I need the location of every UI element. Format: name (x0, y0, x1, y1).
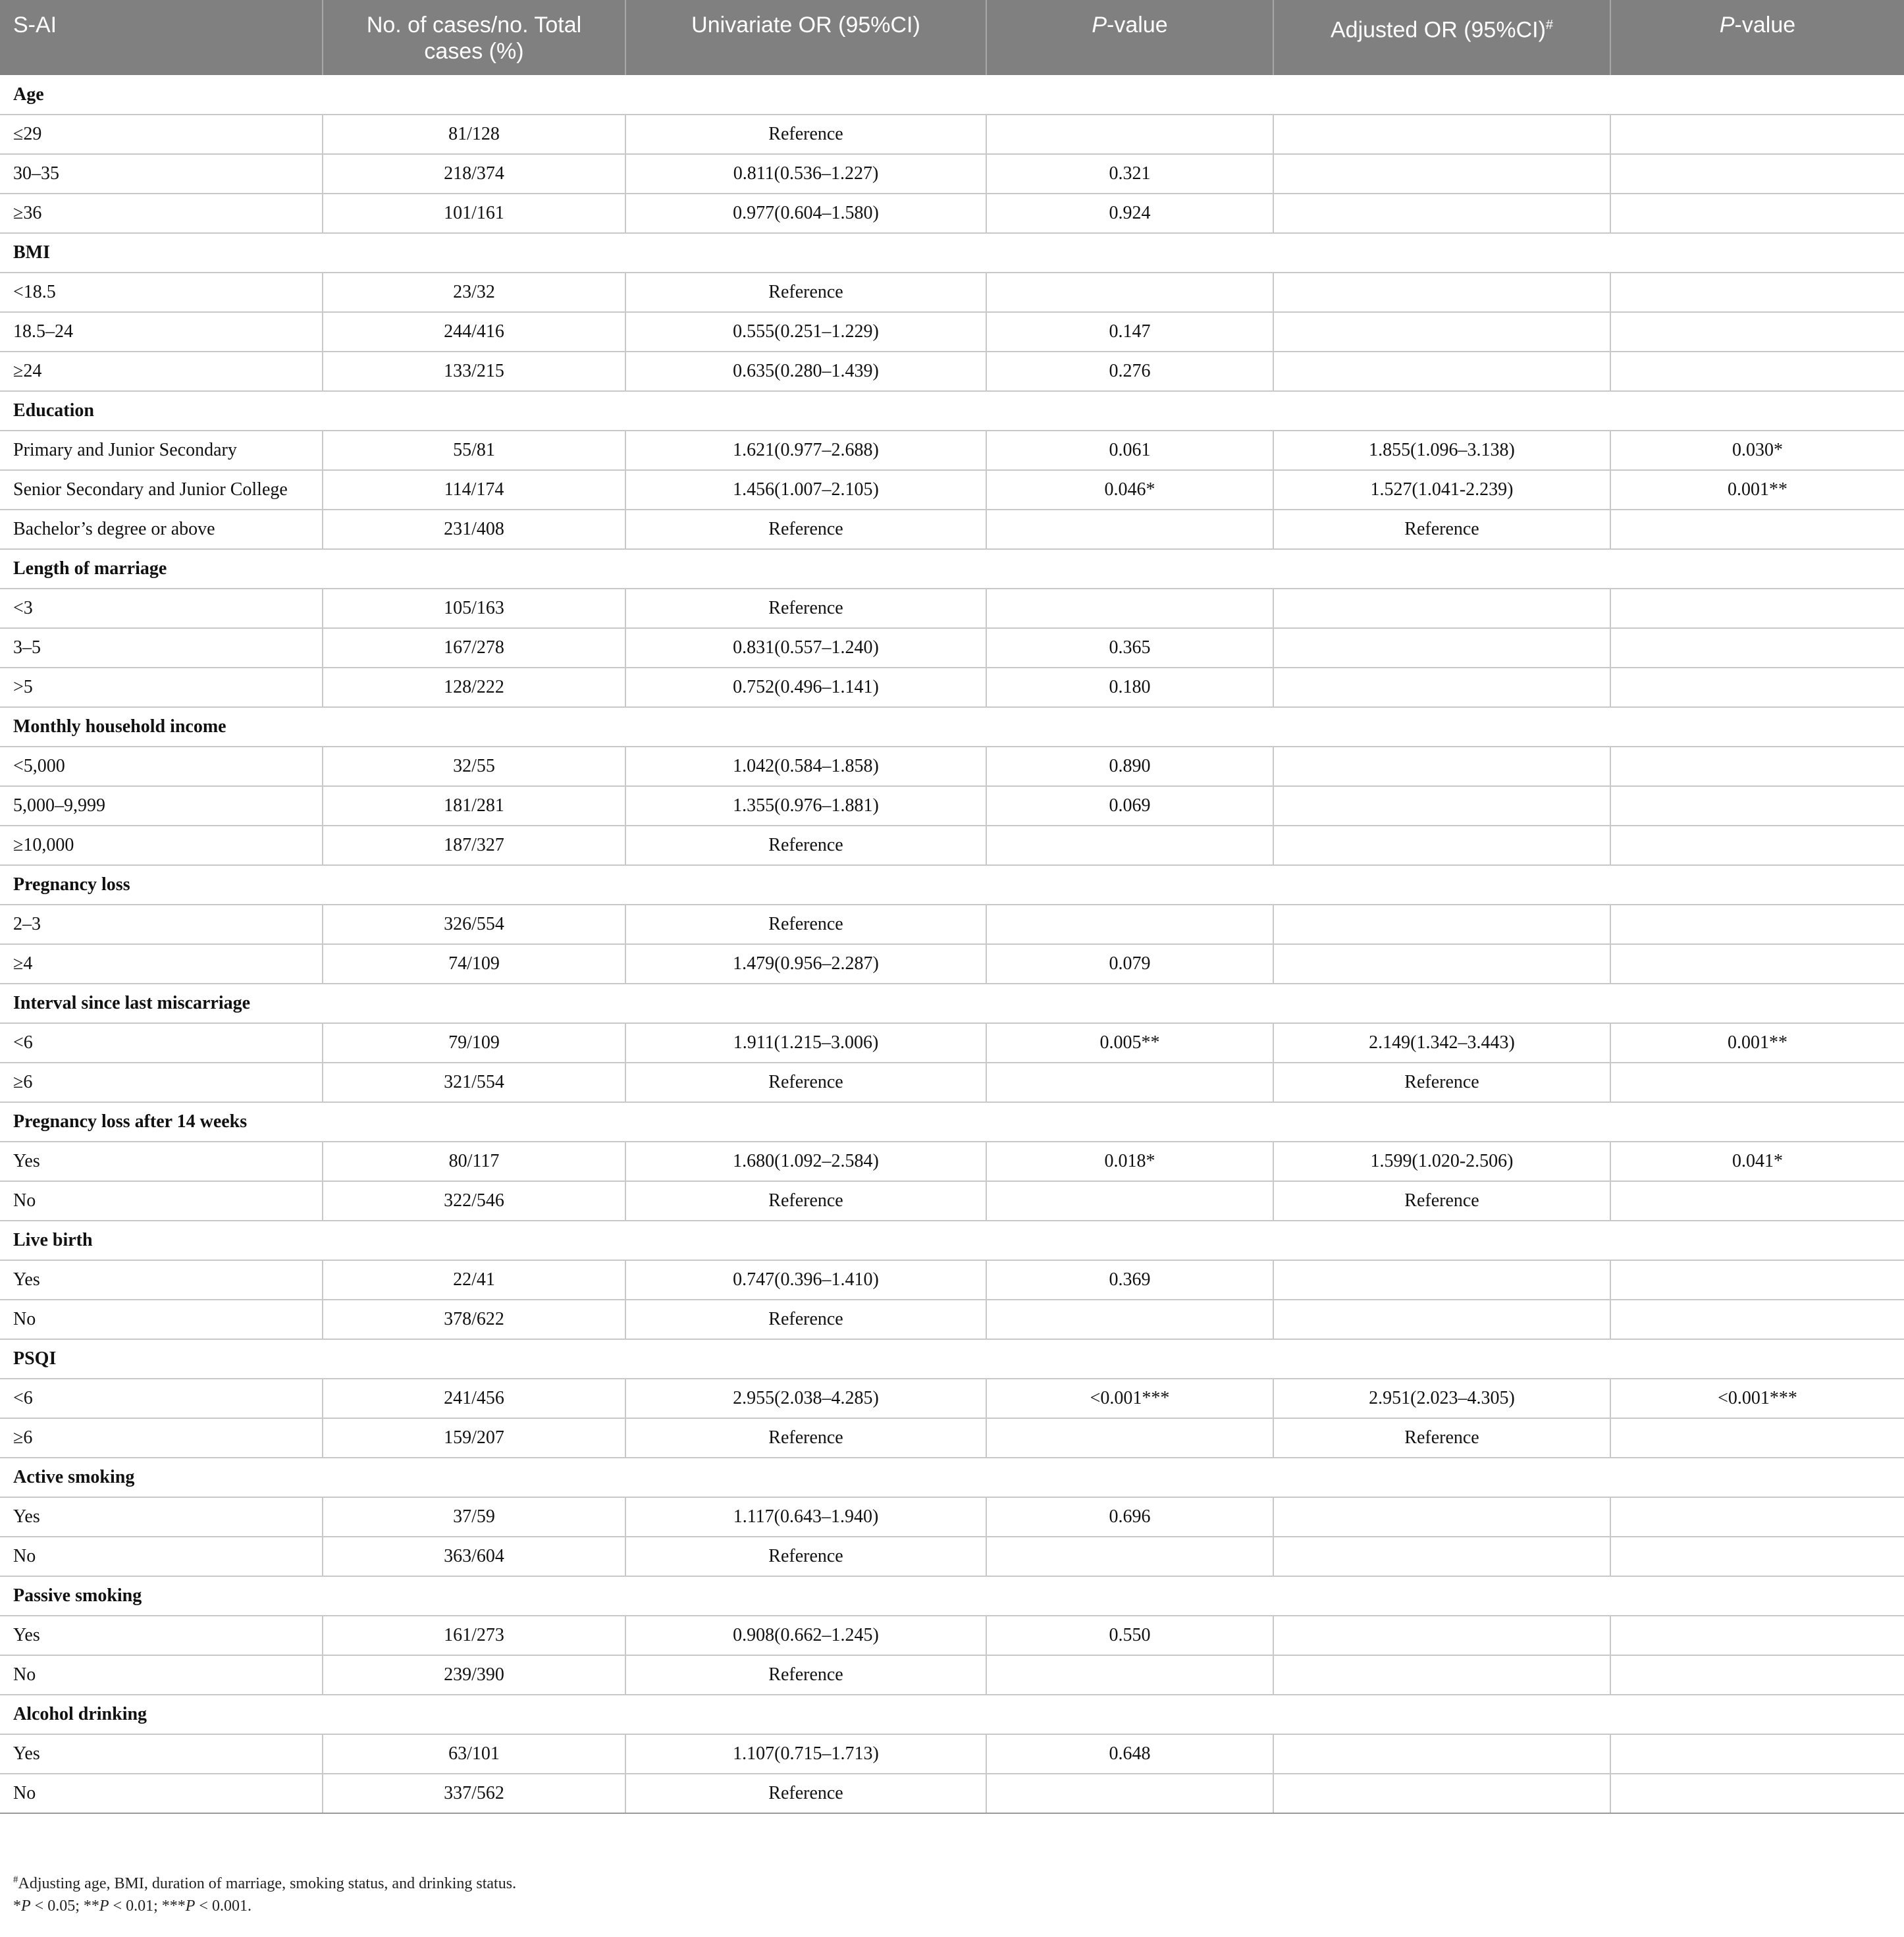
row-label: 5,000–9,999 (0, 786, 323, 826)
cases-cell: 55/81 (323, 431, 625, 470)
table-row (0, 1379, 1904, 1418)
header-univariate-p (986, 0, 1273, 75)
section-row (0, 1102, 1904, 1142)
cases-cell: 32/55 (323, 747, 625, 786)
section-title: Monthly household income (0, 707, 1904, 747)
cases-cell: 378/622 (323, 1300, 625, 1339)
univariate-or-cell: 1.107(0.715–1.713) (625, 1734, 986, 1774)
univariate-or-cell: 1.117(0.643–1.940) (625, 1497, 986, 1537)
univariate-p-cell (986, 273, 1273, 312)
cases-cell: 81/128 (323, 115, 625, 154)
adjusted-p-cell (1610, 1063, 1904, 1102)
adjusted-p-cell (1610, 826, 1904, 865)
univariate-or-cell: Reference (625, 905, 986, 944)
univariate-or-cell: 0.811(0.536–1.227) (625, 154, 986, 194)
cases-cell: 159/207 (323, 1418, 625, 1458)
adjusted-p-cell (1610, 589, 1904, 628)
row-label: No (0, 1774, 323, 1813)
adjusted-p-cell: 0.030* (1610, 431, 1904, 470)
header-adjusted-p-italic: P (1719, 13, 1735, 38)
section-title: Active smoking (0, 1458, 1904, 1497)
univariate-or-cell: Reference (625, 115, 986, 154)
table-row (0, 352, 1904, 391)
table-row (0, 154, 1904, 194)
section-row (0, 233, 1904, 273)
adjusted-or-cell (1273, 154, 1610, 194)
section-row (0, 707, 1904, 747)
adjusted-or-cell (1273, 944, 1610, 984)
adjusted-p-cell (1610, 1616, 1904, 1655)
cases-cell: 181/281 (323, 786, 625, 826)
header-s-ai-label: S-AI (13, 13, 57, 38)
footnote-sig-part: P (185, 1897, 196, 1915)
adjusted-p-cell (1610, 905, 1904, 944)
footnote-sig-part: < 0.05; ** (30, 1897, 99, 1915)
adjusted-or-cell (1273, 628, 1610, 668)
adjusted-p-cell (1610, 1774, 1904, 1813)
table-row (0, 194, 1904, 233)
table-row (0, 431, 1904, 470)
row-label: Yes (0, 1497, 323, 1537)
section-title: Live birth (0, 1221, 1904, 1260)
univariate-or-cell: 0.752(0.496–1.141) (625, 668, 986, 707)
table-row (0, 1418, 1904, 1458)
row-label: No (0, 1181, 323, 1221)
footnote-sig-part: < 0.001. (195, 1897, 251, 1915)
row-label: ≥6 (0, 1418, 323, 1458)
adjusted-p-cell (1610, 312, 1904, 352)
cases-cell: 244/416 (323, 312, 625, 352)
univariate-p-cell (986, 510, 1273, 549)
adjusted-p-cell: 0.041* (1610, 1142, 1904, 1181)
section-title: Pregnancy loss after 14 weeks (0, 1102, 1904, 1142)
univariate-p-cell (986, 826, 1273, 865)
footnote-sig-part: P (99, 1897, 109, 1915)
table-row (0, 1774, 1904, 1813)
section-row (0, 1458, 1904, 1497)
adjusted-or-cell (1273, 826, 1610, 865)
univariate-or-cell: 0.635(0.280–1.439) (625, 352, 986, 391)
row-label: 2–3 (0, 905, 323, 944)
univariate-or-cell: 1.456(1.007–2.105) (625, 470, 986, 510)
adjusted-p-cell (1610, 786, 1904, 826)
table-header-row (0, 0, 1904, 75)
section-row (0, 1221, 1904, 1260)
univariate-p-cell: 0.079 (986, 944, 1273, 984)
row-label: ≥24 (0, 352, 323, 391)
row-label: >5 (0, 668, 323, 707)
cases-cell: 322/546 (323, 1181, 625, 1221)
cases-cell: 337/562 (323, 1774, 625, 1813)
row-label: No (0, 1300, 323, 1339)
row-label: 30–35 (0, 154, 323, 194)
cases-cell: 241/456 (323, 1379, 625, 1418)
univariate-or-cell: Reference (625, 510, 986, 549)
univariate-p-cell (986, 589, 1273, 628)
adjusted-p-cell (1610, 1181, 1904, 1221)
univariate-p-cell (986, 1418, 1273, 1458)
section-title: PSQI (0, 1339, 1904, 1379)
row-label: <6 (0, 1379, 323, 1418)
adjusted-p-cell (1610, 1497, 1904, 1537)
cases-cell: 167/278 (323, 628, 625, 668)
adjusted-or-cell (1273, 115, 1610, 154)
table-row (0, 668, 1904, 707)
header-univariate-or-label: Univariate OR (95%CI) (691, 13, 920, 38)
adjusted-or-cell (1273, 589, 1610, 628)
adjusted-p-cell (1610, 1260, 1904, 1300)
table-row (0, 1300, 1904, 1339)
section-row (0, 1695, 1904, 1734)
section-row (0, 391, 1904, 431)
adjusted-or-cell (1273, 1655, 1610, 1695)
adjusted-or-cell (1273, 786, 1610, 826)
row-label: Yes (0, 1616, 323, 1655)
univariate-or-cell: Reference (625, 1418, 986, 1458)
adjusted-p-cell (1610, 944, 1904, 984)
adjusted-or-cell (1273, 1260, 1610, 1300)
adjusted-or-cell: Reference (1273, 1063, 1610, 1102)
table-footnotes (13, 1869, 516, 1917)
univariate-p-cell (986, 1063, 1273, 1102)
univariate-p-cell: 0.018* (986, 1142, 1273, 1181)
header-univariate-or (625, 0, 986, 75)
table-row (0, 1260, 1904, 1300)
row-label: ≤29 (0, 115, 323, 154)
section-row (0, 984, 1904, 1023)
univariate-p-cell: 0.369 (986, 1260, 1273, 1300)
univariate-p-cell (986, 1774, 1273, 1813)
table-row (0, 628, 1904, 668)
header-adjusted-p-label: -value (1734, 13, 1796, 38)
univariate-or-cell: 1.479(0.956–2.287) (625, 944, 986, 984)
univariate-p-cell: 0.276 (986, 352, 1273, 391)
univariate-p-cell (986, 115, 1273, 154)
adjusted-p-cell: 0.001** (1610, 470, 1904, 510)
footnote-sig-part: P (21, 1897, 31, 1915)
adjusted-or-cell: Reference (1273, 1418, 1610, 1458)
table-row (0, 312, 1904, 352)
header-cases (323, 0, 625, 75)
univariate-p-cell (986, 1181, 1273, 1221)
adjusted-or-cell (1273, 1537, 1610, 1576)
table-row (0, 510, 1904, 549)
row-label: Senior Secondary and Junior College (0, 470, 323, 510)
header-univariate-p-label: -value (1107, 13, 1168, 38)
table-row (0, 470, 1904, 510)
adjusted-p-cell: <0.001*** (1610, 1379, 1904, 1418)
row-label: ≥10,000 (0, 826, 323, 865)
univariate-p-cell: 0.147 (986, 312, 1273, 352)
row-label: Yes (0, 1142, 323, 1181)
cases-cell: 114/174 (323, 470, 625, 510)
univariate-or-cell: Reference (625, 1181, 986, 1221)
adjusted-or-cell (1273, 1497, 1610, 1537)
adjusted-p-cell (1610, 1734, 1904, 1774)
adjusted-p-cell (1610, 747, 1904, 786)
adjusted-p-cell (1610, 154, 1904, 194)
univariate-p-cell: 0.046* (986, 470, 1273, 510)
table-row (0, 905, 1904, 944)
univariate-p-cell: 0.890 (986, 747, 1273, 786)
header-adjusted-or (1273, 0, 1610, 75)
adjusted-or-cell: Reference (1273, 510, 1610, 549)
table-row (0, 1063, 1904, 1102)
adjusted-p-cell: 0.001** (1610, 1023, 1904, 1063)
footnote-significance (13, 1895, 516, 1917)
univariate-or-cell: Reference (625, 1774, 986, 1813)
univariate-or-cell: Reference (625, 1300, 986, 1339)
adjusted-p-cell (1610, 1418, 1904, 1458)
footnote-adjustment-text: Adjusting age, BMI, duration of marriage, smoking status, and drinking status. (18, 1875, 517, 1892)
adjusted-or-cell: Reference (1273, 1181, 1610, 1221)
adjusted-or-cell (1273, 1300, 1610, 1339)
adjusted-p-cell (1610, 628, 1904, 668)
section-row (0, 75, 1904, 115)
cases-cell: 80/117 (323, 1142, 625, 1181)
section-row (0, 865, 1904, 905)
univariate-p-cell: 0.069 (986, 786, 1273, 826)
footnote-sig-part: < 0.01; *** (109, 1897, 186, 1915)
univariate-or-cell: 1.042(0.584–1.858) (625, 747, 986, 786)
cases-cell: 321/554 (323, 1063, 625, 1102)
row-label: No (0, 1655, 323, 1695)
adjusted-or-cell (1273, 1734, 1610, 1774)
univariate-or-cell: 0.555(0.251–1.229) (625, 312, 986, 352)
univariate-p-cell: <0.001*** (986, 1379, 1273, 1418)
section-title: Interval since last miscarriage (0, 984, 1904, 1023)
univariate-or-cell: Reference (625, 826, 986, 865)
table-row (0, 786, 1904, 826)
table-row (0, 1655, 1904, 1695)
cases-cell: 101/161 (323, 194, 625, 233)
footnote-adjustment (13, 1869, 516, 1895)
univariate-or-cell: 0.908(0.662–1.245) (625, 1616, 986, 1655)
adjusted-or-cell: 1.599(1.020-2.506) (1273, 1142, 1610, 1181)
univariate-p-cell: 0.321 (986, 154, 1273, 194)
row-label: <6 (0, 1023, 323, 1063)
univariate-p-cell: 0.005** (986, 1023, 1273, 1063)
section-title: Alcohol drinking (0, 1695, 1904, 1734)
section-row (0, 1576, 1904, 1616)
row-label: Bachelor’s degree or above (0, 510, 323, 549)
row-label: Yes (0, 1260, 323, 1300)
adjusted-or-cell: 1.527(1.041-2.239) (1273, 470, 1610, 510)
univariate-p-cell: 0.924 (986, 194, 1273, 233)
cases-cell: 239/390 (323, 1655, 625, 1695)
adjusted-p-cell (1610, 115, 1904, 154)
univariate-or-cell: Reference (625, 589, 986, 628)
univariate-p-cell: 0.648 (986, 1734, 1273, 1774)
univariate-or-cell: 0.977(0.604–1.580) (625, 194, 986, 233)
header-s-ai (0, 0, 323, 75)
univariate-p-cell: 0.550 (986, 1616, 1273, 1655)
cases-cell: 23/32 (323, 273, 625, 312)
table-row (0, 273, 1904, 312)
adjusted-or-cell (1273, 747, 1610, 786)
univariate-p-cell (986, 1655, 1273, 1695)
adjusted-or-cell (1273, 352, 1610, 391)
univariate-p-cell: 0.180 (986, 668, 1273, 707)
adjusted-or-cell (1273, 1774, 1610, 1813)
cases-cell: 22/41 (323, 1260, 625, 1300)
section-row (0, 549, 1904, 589)
table-row (0, 1023, 1904, 1063)
cases-cell: 187/327 (323, 826, 625, 865)
section-title: Passive smoking (0, 1576, 1904, 1616)
row-label: Yes (0, 1734, 323, 1774)
row-label: <5,000 (0, 747, 323, 786)
univariate-p-cell: 0.365 (986, 628, 1273, 668)
adjusted-or-cell (1273, 312, 1610, 352)
table-row (0, 1734, 1904, 1774)
univariate-p-cell (986, 1300, 1273, 1339)
univariate-or-cell: Reference (625, 1655, 986, 1695)
row-label: <3 (0, 589, 323, 628)
row-label: ≥4 (0, 944, 323, 984)
cases-cell: 161/273 (323, 1616, 625, 1655)
table-row (0, 589, 1904, 628)
adjusted-or-cell: 1.855(1.096–3.138) (1273, 431, 1610, 470)
adjusted-or-cell (1273, 905, 1610, 944)
cases-cell: 79/109 (323, 1023, 625, 1063)
row-label: <18.5 (0, 273, 323, 312)
adjusted-or-cell (1273, 1616, 1610, 1655)
univariate-or-cell: Reference (625, 273, 986, 312)
univariate-or-cell: 1.680(1.092–2.584) (625, 1142, 986, 1181)
footnote-mark: # (13, 1874, 18, 1885)
table-row (0, 944, 1904, 984)
univariate-p-cell: 0.061 (986, 431, 1273, 470)
header-adjusted-or-footnote-mark: # (1545, 18, 1554, 32)
adjusted-p-cell (1610, 352, 1904, 391)
univariate-or-cell: 1.911(1.215–3.006) (625, 1023, 986, 1063)
row-label: ≥36 (0, 194, 323, 233)
univariate-or-cell: 0.747(0.396–1.410) (625, 1260, 986, 1300)
cases-cell: 63/101 (323, 1734, 625, 1774)
table-body (0, 75, 1904, 1813)
adjusted-p-cell (1610, 510, 1904, 549)
table-row (0, 826, 1904, 865)
header-adjusted-or-label: Adjusted OR (95%CI) (1330, 17, 1546, 43)
adjusted-or-cell (1273, 273, 1610, 312)
univariate-or-cell: 2.955(2.038–4.285) (625, 1379, 986, 1418)
section-title: Education (0, 391, 1904, 431)
adjusted-p-cell (1610, 1300, 1904, 1339)
adjusted-p-cell (1610, 1537, 1904, 1576)
cases-cell: 105/163 (323, 589, 625, 628)
cases-cell: 133/215 (323, 352, 625, 391)
row-label: ≥6 (0, 1063, 323, 1102)
section-title: Pregnancy loss (0, 865, 1904, 905)
section-title: BMI (0, 233, 1904, 273)
table-row (0, 1537, 1904, 1576)
cases-cell: 326/554 (323, 905, 625, 944)
table-row (0, 747, 1904, 786)
section-title: Age (0, 75, 1904, 115)
cases-cell: 37/59 (323, 1497, 625, 1537)
univariate-or-cell: Reference (625, 1537, 986, 1576)
univariate-or-cell: Reference (625, 1063, 986, 1102)
table-row (0, 1497, 1904, 1537)
adjusted-p-cell (1610, 1655, 1904, 1695)
cases-cell: 128/222 (323, 668, 625, 707)
header-cases-label: No. of cases/no. Total cases (%) (366, 13, 582, 64)
univariate-p-cell (986, 905, 1273, 944)
adjusted-p-cell (1610, 273, 1904, 312)
univariate-or-cell: 0.831(0.557–1.240) (625, 628, 986, 668)
cases-cell: 363/604 (323, 1537, 625, 1576)
row-label: 18.5–24 (0, 312, 323, 352)
table-row (0, 1616, 1904, 1655)
adjusted-p-cell (1610, 668, 1904, 707)
adjusted-or-cell: 2.149(1.342–3.443) (1273, 1023, 1610, 1063)
adjusted-or-cell: 2.951(2.023–4.305) (1273, 1379, 1610, 1418)
univariate-p-cell: 0.696 (986, 1497, 1273, 1537)
adjusted-p-cell (1610, 194, 1904, 233)
cases-cell: 231/408 (323, 510, 625, 549)
section-title: Length of marriage (0, 549, 1904, 589)
header-univariate-p-italic: P (1092, 13, 1107, 38)
univariate-or-cell: 1.621(0.977–2.688) (625, 431, 986, 470)
row-label: 3–5 (0, 628, 323, 668)
row-label: No (0, 1537, 323, 1576)
footnote-sig-part: * (13, 1897, 21, 1915)
adjusted-or-cell (1273, 668, 1610, 707)
cases-cell: 74/109 (323, 944, 625, 984)
table-row (0, 1142, 1904, 1181)
header-adjusted-p (1610, 0, 1904, 75)
table-row (0, 1181, 1904, 1221)
univariate-or-cell: 1.355(0.976–1.881) (625, 786, 986, 826)
section-row (0, 1339, 1904, 1379)
row-label: Primary and Junior Secondary (0, 431, 323, 470)
adjusted-or-cell (1273, 194, 1610, 233)
cases-cell: 218/374 (323, 154, 625, 194)
table-row (0, 115, 1904, 154)
univariate-p-cell (986, 1537, 1273, 1576)
